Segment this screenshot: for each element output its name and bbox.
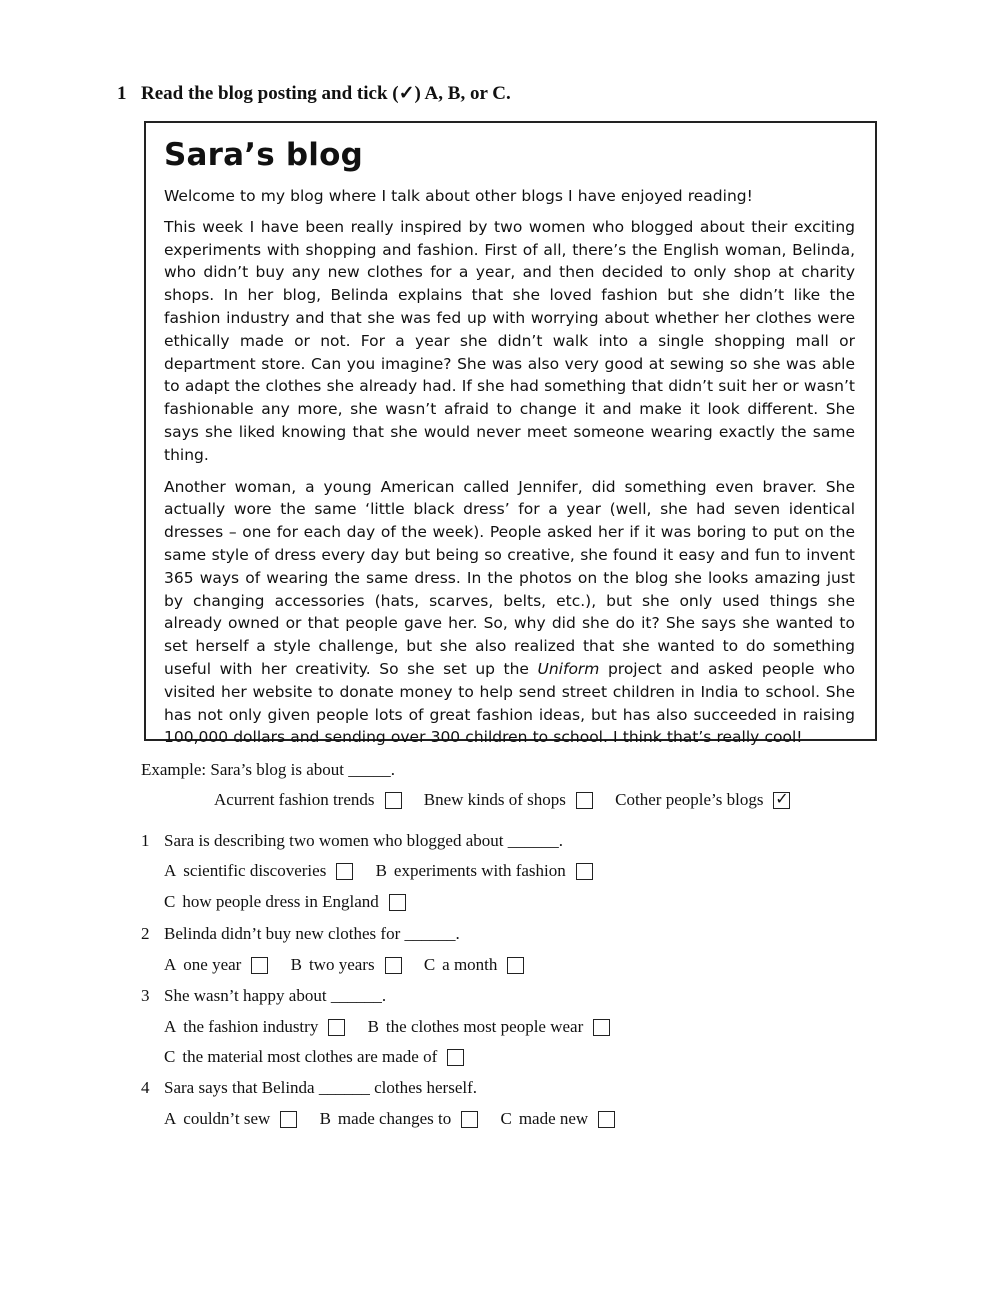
- checkbox[interactable]: [280, 1111, 297, 1128]
- checkbox[interactable]: [385, 957, 402, 974]
- question-2-options: [164, 955, 524, 975]
- checkbox[interactable]: [593, 1019, 610, 1036]
- blog-paragraph-2: [164, 476, 855, 750]
- blog-intro: Welcome to my blog where I talk about other blogs I have enjoyed reading!: [164, 187, 753, 205]
- exercise-number: 1: [117, 83, 127, 104]
- q2-option-a: A one year: [164, 955, 268, 975]
- blog-paragraph-2-start: Another woman, a young American called Jennifer, did something even braver. She actually wore the same ‘little black dress’ for a year (well, she had seven identical dresses – one for each day of the week). People asked her if it was boring to put on the same style of dress every day but being so creative, she found it easy and fun to invent 365 ways of wearing the same dress. In the photos on the blog she looks amazing just by changing accessories (hats, scarves, belts, etc.), but she only used things she already owned or that people gave her. So, why did she do it? She says she wanted to set herself a style challenge, but she also realized that she wanted to do something useful with her creativity. So she set up the: [164, 477, 855, 678]
- question-1-options-row-1: [164, 861, 593, 881]
- example-options: [214, 790, 790, 810]
- checkbox[interactable]: [389, 894, 406, 911]
- q4-option-b: B made changes to: [320, 1109, 479, 1129]
- q2-option-c: C a month: [424, 955, 525, 975]
- checkbox[interactable]: [447, 1049, 464, 1066]
- example-prompt: Example: Sara’s blog is about _____.: [141, 760, 396, 779]
- q1-option-c: C how people dress in England: [164, 892, 406, 912]
- question-4-options: [164, 1109, 615, 1129]
- checkbox[interactable]: [385, 792, 402, 809]
- checkbox[interactable]: [507, 957, 524, 974]
- checkbox[interactable]: [576, 863, 593, 880]
- blog-title: Sara’s blog: [164, 137, 363, 173]
- example-option-a: A current fashion trends: [214, 790, 402, 810]
- checkbox[interactable]: [251, 957, 268, 974]
- checkbox[interactable]: [461, 1111, 478, 1128]
- q2-option-b: B two years: [291, 955, 402, 975]
- checkbox[interactable]: [336, 863, 353, 880]
- blog-box: [144, 121, 877, 747]
- exercise-heading: [117, 82, 511, 105]
- blog-paragraph-1: This week I have been really inspired by two women who blogged about their exciting experiments with shopping and fashion. First of all, there’s the English woman, Belinda, who didn’t buy any new clothes for a year, and then decided to only shop at charity shops. In her blog, Belinda explains that she loved fashion but she didn’t like the fashion industry and that she was fed up with worrying about whether her clothes were ethically made or not. For a year she didn’t walk into a single shopping mall or department store. Can you imagine? She was also very good at sewing so she was able to adapt the clothes she already had. If she had something that didn’t suit her or wasn’t fashionable any more, she wasn’t afraid to change it and make it look different. She says she liked knowing that she would never meet someone wearing exactly the same thing.: [164, 217, 855, 464]
- q4-option-a: A couldn’t sew: [164, 1109, 297, 1129]
- blog-paragraph-2-end: project and asked people who visited her website to donate money to help send street children in India to school. She has not only given people lots of great fashion ideas, but has also succeeded in raising 100,000 dollars and sending over 300 children to school. I think that’s really cool!: [164, 659, 855, 747]
- example-option-b: B new kinds of shops: [424, 790, 593, 810]
- checkbox[interactable]: [576, 792, 593, 809]
- q1-option-a: A scientific discoveries: [164, 861, 353, 881]
- checkmark-box[interactable]: ✓: [775, 790, 789, 808]
- q3-option-a: A the fashion industry: [164, 1017, 345, 1037]
- q3-option-b: B the clothes most people wear: [368, 1017, 611, 1037]
- question-1-options-row-2: [164, 892, 406, 912]
- checkbox[interactable]: [598, 1111, 615, 1128]
- question-1-prompt: 1 Sara is describing two women who blogged about ______.: [141, 831, 563, 850]
- q4-option-c: C made new: [500, 1109, 615, 1129]
- example-option-c: C other people’s blogs ✓: [615, 790, 789, 809]
- question-3-options-row-1: [164, 1017, 610, 1037]
- question-2-prompt: 2 Belinda didn’t buy new clothes for ______.: [141, 924, 460, 943]
- question-3-options-row-2: [164, 1047, 464, 1067]
- checkbox[interactable]: [328, 1019, 345, 1036]
- uniform-project-name: Uniform: [537, 659, 600, 678]
- question-3-prompt: 3 She wasn’t happy about ______.: [141, 986, 387, 1005]
- exercise-instruction: Read the blog posting and tick (✓) A, B, or C.: [141, 83, 511, 104]
- q3-option-c: C the material most clothes are made of: [164, 1047, 464, 1067]
- q1-option-b: B experiments with fashion: [376, 861, 593, 881]
- question-4-prompt: 4 Sara says that Belinda ______ clothes herself.: [141, 1078, 478, 1097]
